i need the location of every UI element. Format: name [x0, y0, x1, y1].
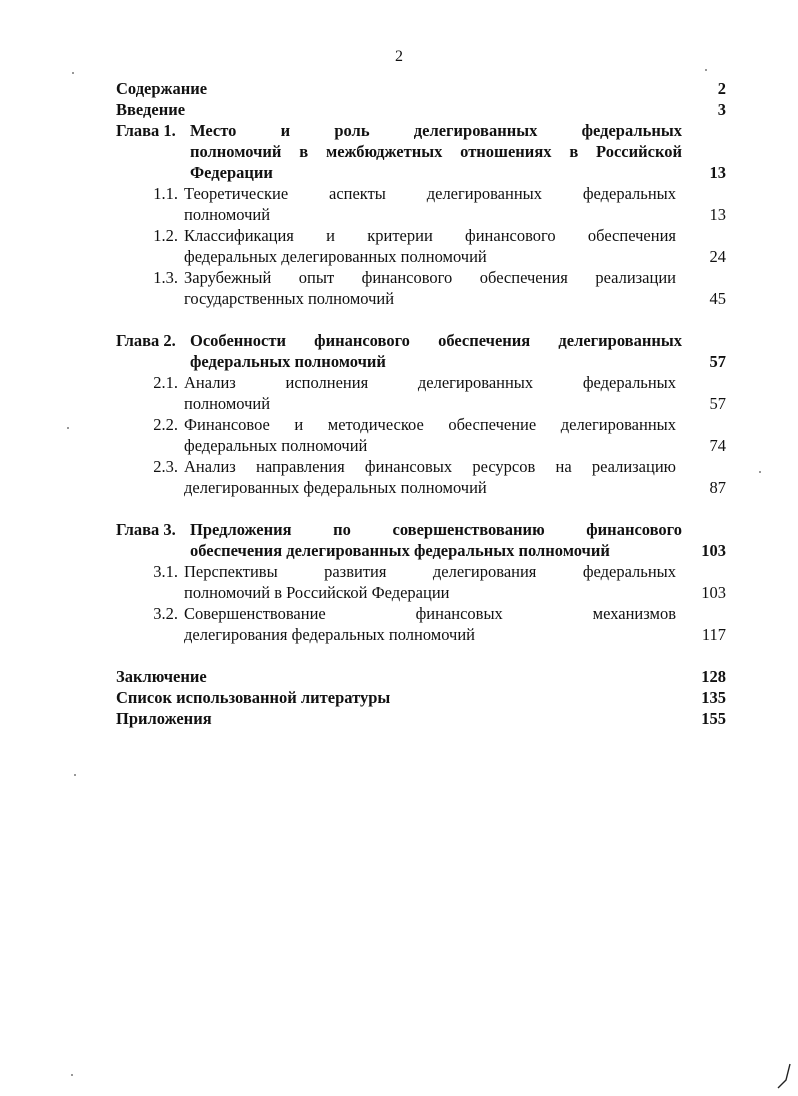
- section-title-line: государственных полномочий: [184, 289, 395, 308]
- chapter-title: [190, 330, 682, 372]
- section-page: 13: [709, 205, 726, 224]
- section-1-3: [116, 267, 726, 309]
- toc-page: 3: [717, 100, 726, 119]
- section-page: 103: [701, 583, 726, 602]
- chapter-title-line: Предложения по совершенствованию финансового: [190, 520, 682, 539]
- section-title-line: делегирования федеральных полномочий: [184, 625, 476, 644]
- scan-speck: [71, 1074, 73, 1076]
- scan-speck: [74, 774, 76, 776]
- toc-entry-appendices: [116, 708, 726, 729]
- section-title-line: Перспективы развития делегирования федеральных: [184, 562, 676, 581]
- section-number: 1.1.: [153, 184, 178, 203]
- chapter-prefix: Глава 2.: [116, 331, 176, 350]
- toc-label: Приложения: [116, 709, 212, 728]
- spacer: [116, 645, 726, 666]
- section-title-line: делегированных федеральных полномочий: [184, 478, 487, 497]
- section-title-line: федеральных полномочий: [184, 436, 368, 455]
- section-3-1: [116, 561, 726, 603]
- section-number: 3.2.: [153, 604, 178, 623]
- section-title-line: полномочий: [184, 205, 271, 224]
- chapter-prefix: Глава 3.: [116, 520, 176, 539]
- section-number: 3.1.: [153, 562, 178, 581]
- spacer: [116, 309, 726, 330]
- section-page: 74: [709, 436, 726, 455]
- section-title-line: Совершенствование финансовых механизмов: [184, 604, 676, 623]
- toc-entry-references: [116, 687, 726, 708]
- section-page: 87: [709, 478, 726, 497]
- chapter-prefix: Глава 1.: [116, 121, 176, 140]
- section-2-2: [116, 414, 726, 456]
- toc-label: Содержание: [116, 79, 208, 98]
- toc-label: Список использованной литературы: [116, 688, 391, 707]
- section-title-line: полномочий: [184, 394, 271, 413]
- section-number: 2.2.: [153, 415, 178, 434]
- chapter-title-line: обеспечения делегированных федеральных полномочий: [190, 541, 610, 560]
- chapter-page: 57: [709, 352, 726, 371]
- section-number: 2.3.: [153, 457, 178, 476]
- page-number: 2: [395, 48, 403, 65]
- scan-speck: [759, 471, 761, 473]
- chapter-title-line: федеральных полномочий: [190, 352, 386, 371]
- section-page: 24: [709, 247, 726, 266]
- chapter-page: 13: [709, 163, 726, 182]
- section-number: 2.1.: [153, 373, 178, 392]
- section-title: [184, 603, 676, 645]
- section-2-3: [116, 456, 726, 498]
- section-page: 45: [709, 289, 726, 308]
- chapter-page: 103: [701, 541, 726, 560]
- chapter-title-line: Особенности финансового обеспечения делегированных: [190, 331, 682, 350]
- section-page: 57: [709, 394, 726, 413]
- section-title-line: федеральных делегированных полномочий: [184, 247, 487, 266]
- section-3-2: [116, 603, 726, 645]
- section-title: [184, 372, 676, 414]
- section-title-line: Анализ направления финансовых ресурсов на реализацию: [184, 457, 676, 476]
- section-title-line: полномочий в Российской Федерации: [184, 583, 450, 602]
- chapter-title-line: полномочий в межбюджетных отношениях в Российской: [190, 142, 682, 161]
- toc-page: 2: [717, 79, 726, 98]
- section-title: [184, 225, 676, 267]
- section-number: 1.2.: [153, 226, 178, 245]
- section-title-line: Зарубежный опыт финансового обеспечения реализации: [184, 268, 676, 287]
- section-number: 1.3.: [153, 268, 178, 287]
- section-title-line: Теоретические аспекты делегированных федеральных: [184, 184, 676, 203]
- scan-speck: [72, 72, 74, 74]
- section-1-2: [116, 225, 726, 267]
- section-title: [184, 414, 676, 456]
- section-title-line: Анализ исполнения делегированных федеральных: [184, 373, 676, 392]
- section-title: [184, 456, 676, 498]
- section-page: 117: [701, 625, 726, 644]
- chapter-title: [190, 519, 682, 561]
- toc-page: 135: [701, 688, 726, 707]
- chapter-2-heading: [116, 330, 726, 372]
- pen-stroke: [778, 1064, 790, 1088]
- spacer: [116, 498, 726, 519]
- chapter-title-line: Федерации: [190, 163, 273, 182]
- toc-entry-intro: [116, 99, 726, 120]
- section-title: [184, 267, 676, 309]
- section-title: [184, 561, 676, 603]
- chapter-title-line: Место и роль делегированных федеральных: [190, 121, 682, 140]
- toc-page: 128: [701, 667, 726, 686]
- section-2-1: [116, 372, 726, 414]
- toc-entry-contents: [116, 78, 726, 99]
- chapter-3-heading: [116, 519, 726, 561]
- chapter-title: [190, 120, 682, 183]
- toc-entry-conclusion: [116, 666, 726, 687]
- toc-page: 155: [701, 709, 726, 728]
- section-title-line: Классификация и критерии финансового обеспечения: [184, 226, 676, 245]
- scan-speck: [67, 427, 69, 429]
- scan-speck: [705, 69, 707, 71]
- section-title: [184, 183, 676, 225]
- toc-label: Введение: [116, 100, 186, 119]
- section-1-1: [116, 183, 726, 225]
- chapter-1-heading: [116, 120, 726, 183]
- table-of-contents: [116, 78, 726, 729]
- toc-label: Заключение: [116, 667, 207, 686]
- section-title-line: Финансовое и методическое обеспечение делегированных: [184, 415, 676, 434]
